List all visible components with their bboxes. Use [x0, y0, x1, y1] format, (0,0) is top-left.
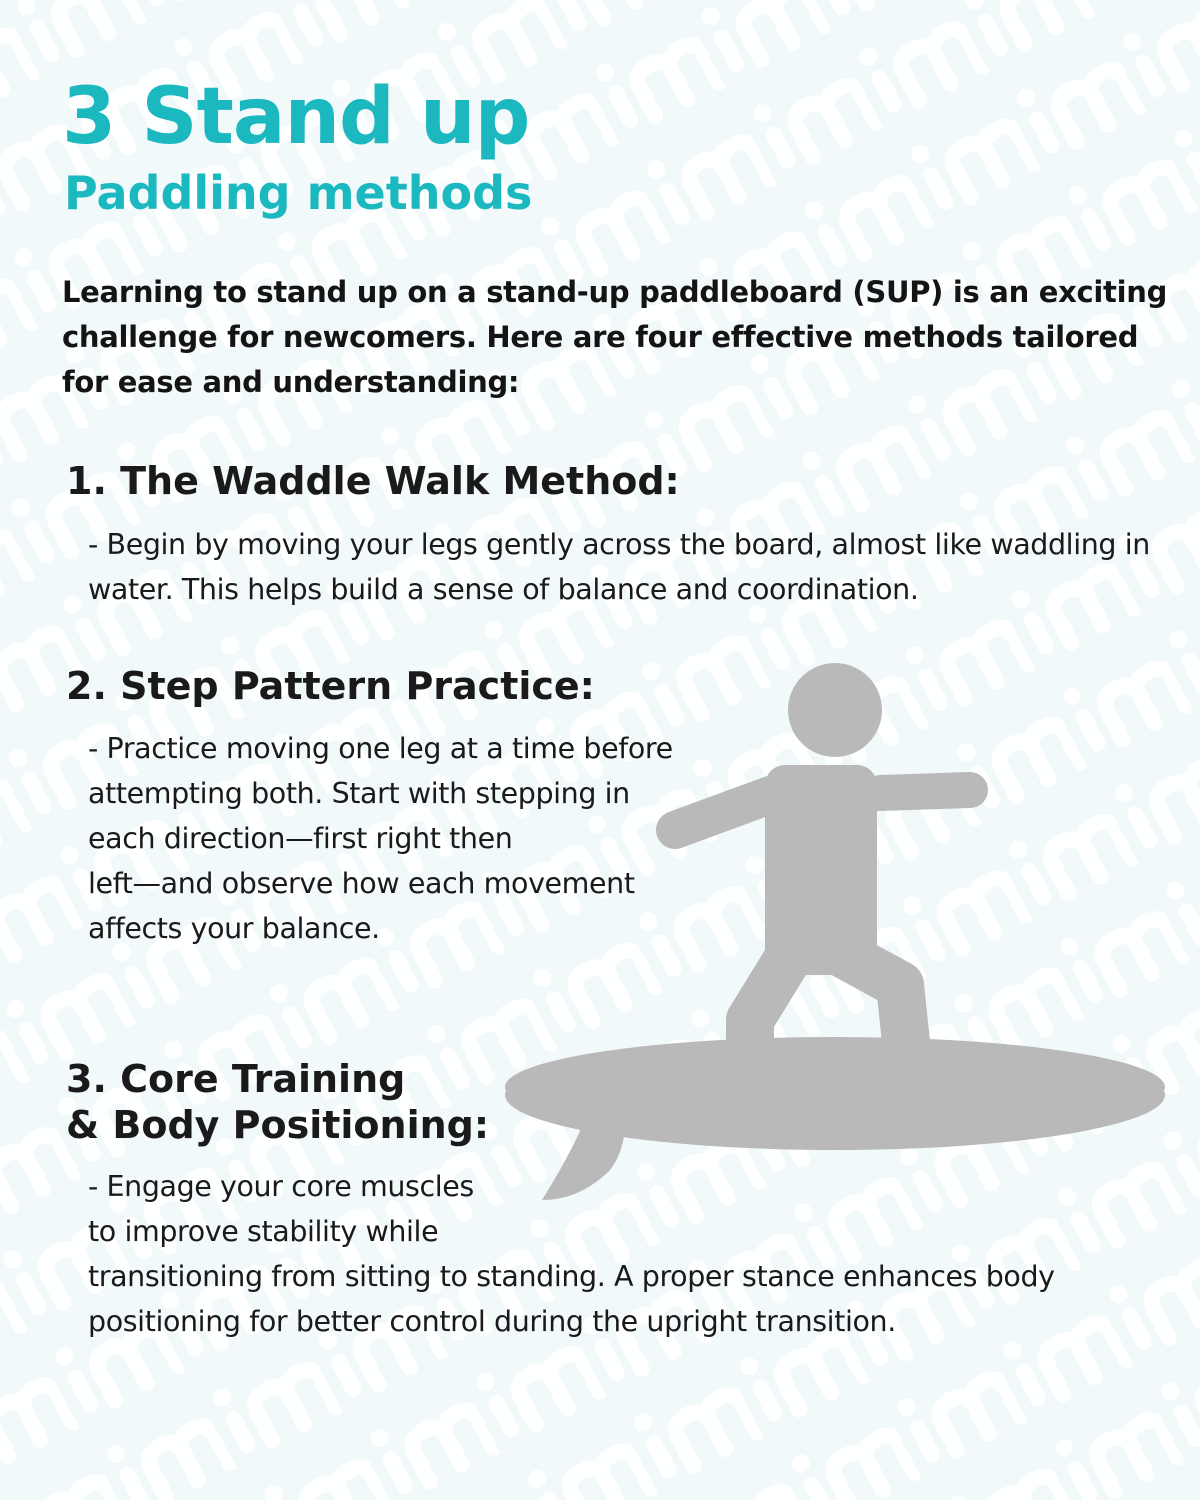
- page-title: 3 Stand up: [62, 72, 530, 162]
- method-2-body-line: attempting both. Start with stepping in: [88, 777, 630, 810]
- method-2-body-line: each direction—first right then: [88, 822, 513, 855]
- method-3-heading: [66, 1056, 489, 1148]
- method-3-body-line: transitioning from sitting to standing. A proper stance enhances body: [88, 1260, 1055, 1293]
- method-1-heading: 1. The Waddle Walk Method:: [66, 459, 680, 503]
- method-2-body-line: left—and observe how each movement: [88, 867, 635, 900]
- method-1-body: - Begin by moving your legs gently across the board, almost like waddling in water. This helps build a sense of balance and coordination.: [88, 528, 1150, 606]
- method-2-body-line: - Practice moving one leg at a time before: [88, 732, 673, 765]
- method-3-body-line: positioning for better control during the upright transition.: [88, 1305, 896, 1338]
- method-3-body-line: to improve stability while: [88, 1215, 439, 1248]
- intro-paragraph: Learning to stand up on a stand-up paddleboard (SUP) is an exciting challenge for newcomers. Here are four effective methods tailored for ease and understanding:: [62, 275, 1168, 399]
- method-2-body-line: affects your balance.: [88, 912, 380, 945]
- method-3-body-line: - Engage your core muscles: [88, 1170, 474, 1203]
- page-subtitle: Paddling methods: [64, 166, 533, 220]
- method-3-body: [88, 1164, 1178, 1344]
- method-2-heading: 2. Step Pattern Practice:: [66, 664, 595, 708]
- method-2-body: [88, 726, 728, 951]
- method-3-heading-line: & Body Positioning:: [66, 1103, 490, 1147]
- method-3-heading-line: 3. Core Training: [66, 1057, 406, 1101]
